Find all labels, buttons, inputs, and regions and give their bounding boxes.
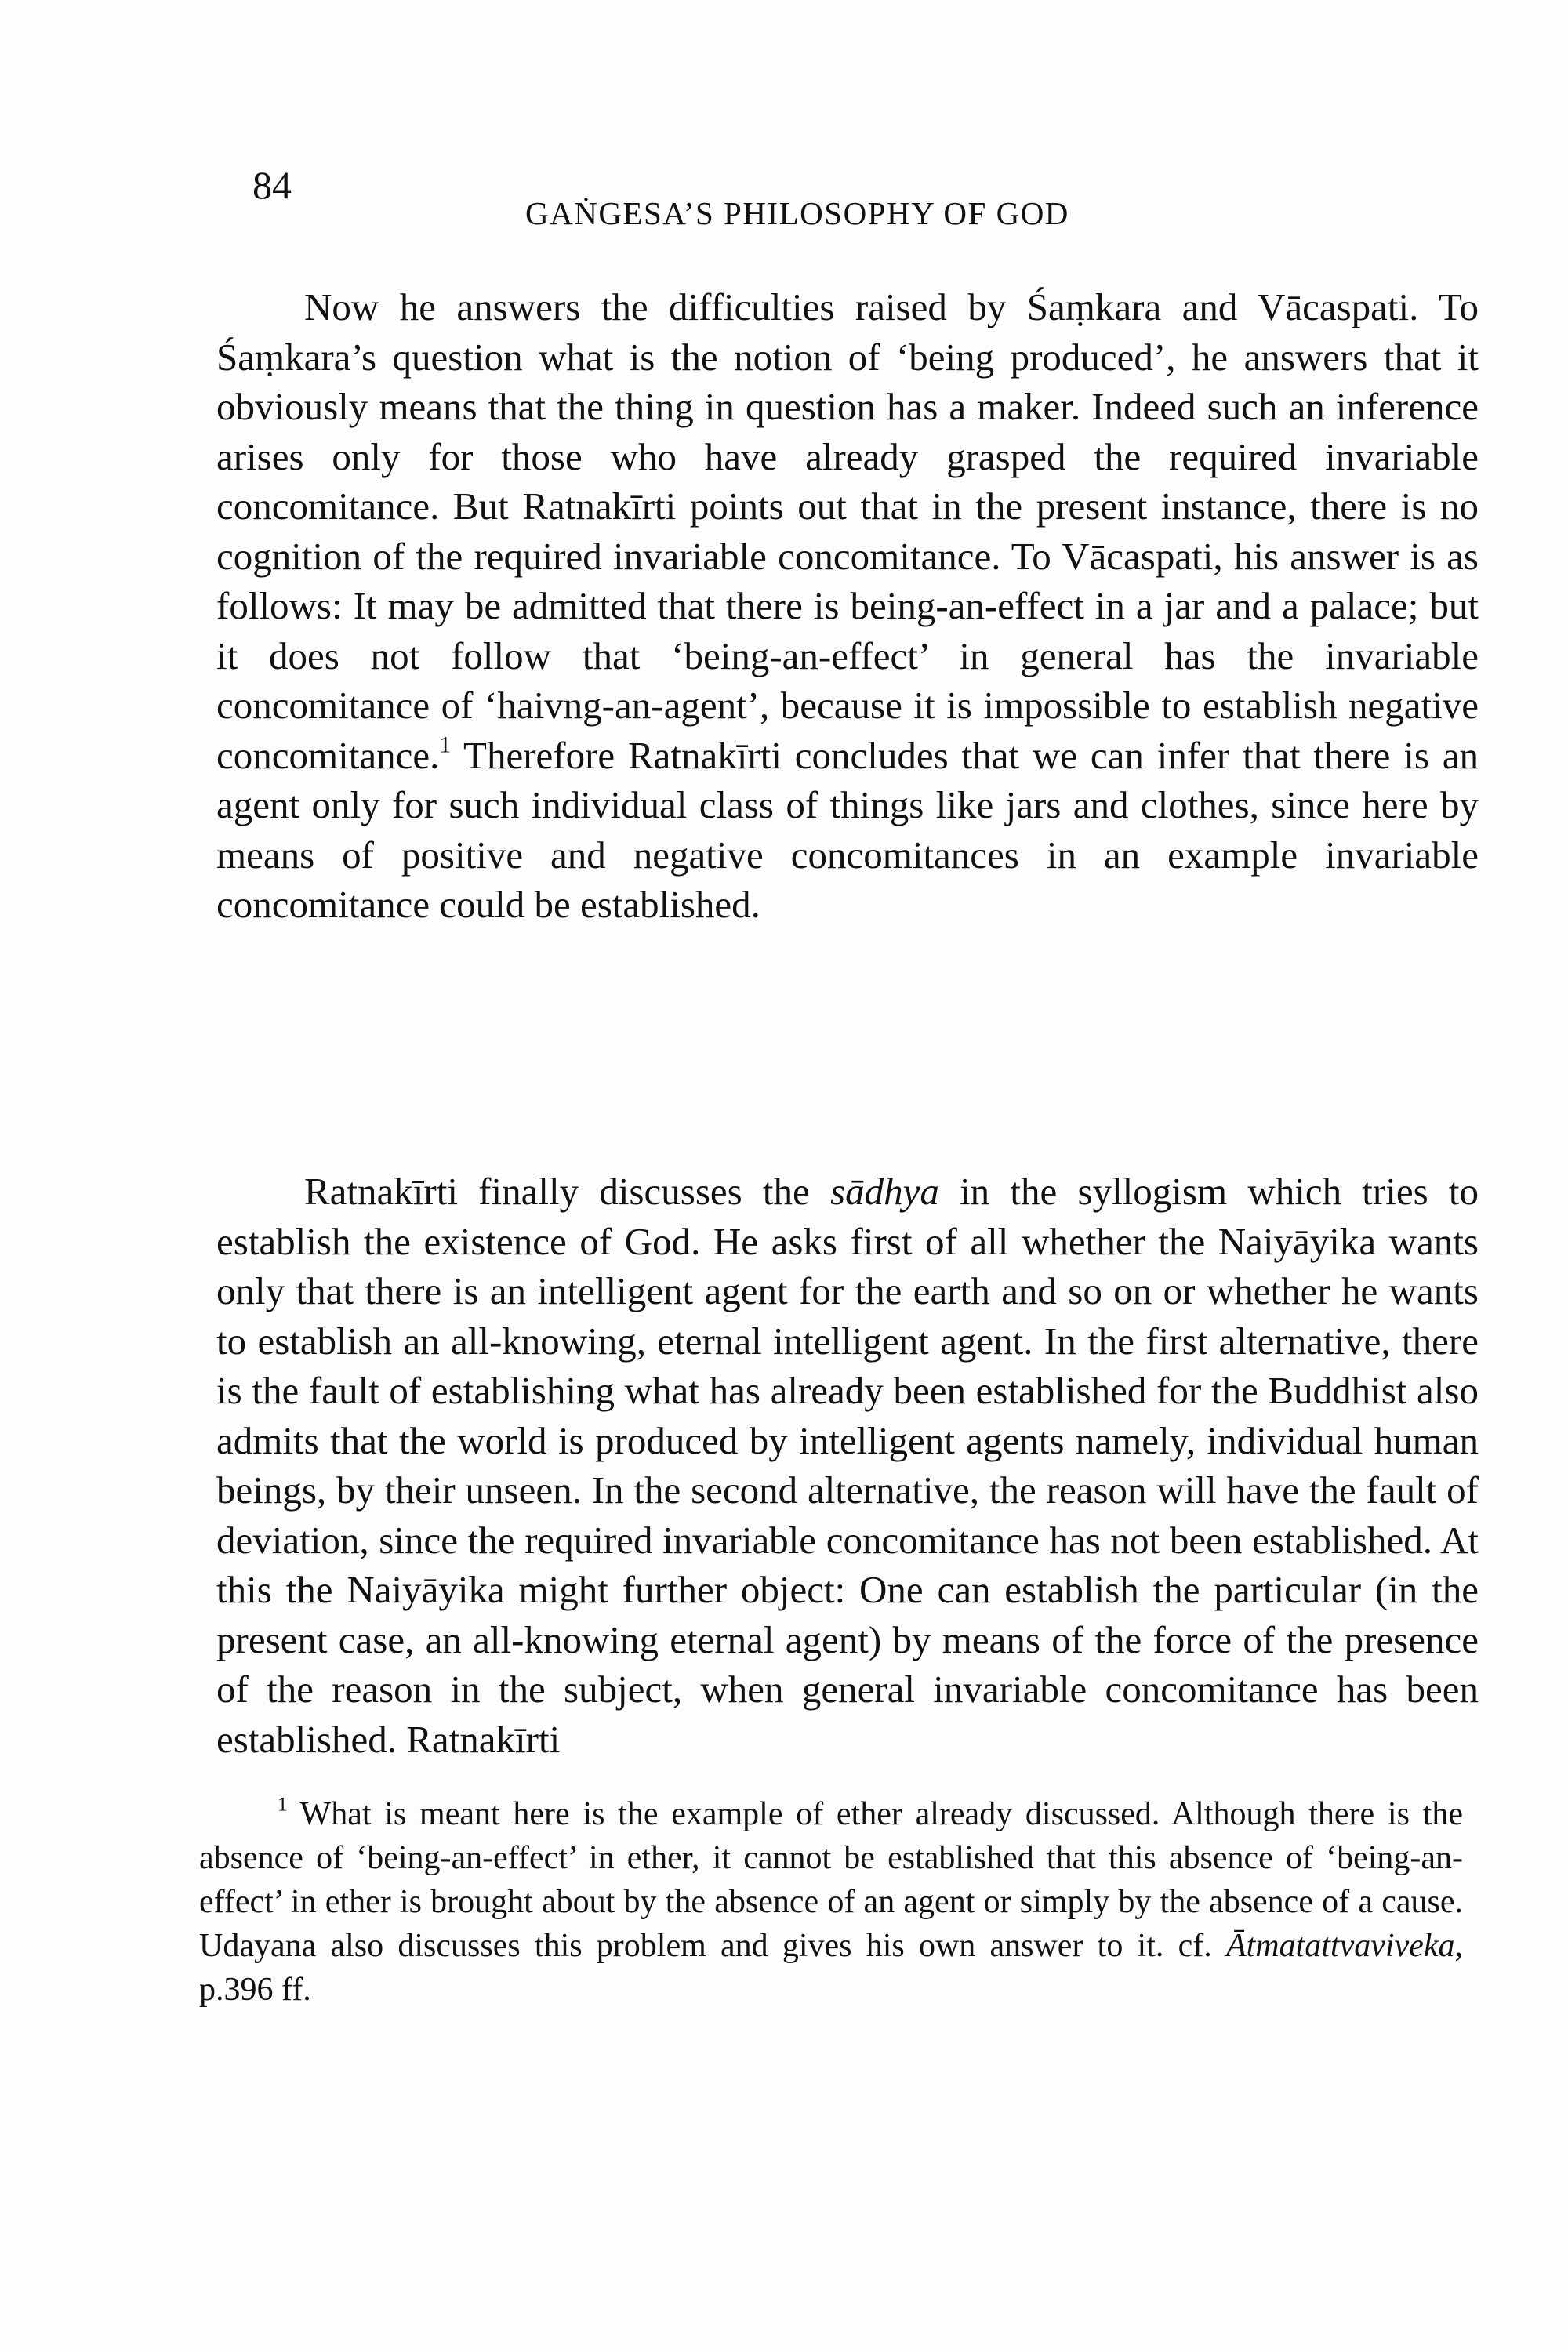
paragraph-text-part: Now he answers the difficulties raised by Śaṃkara and Vācaspati. To Śaṃkara’s question what is the notion of ‘being produced’, he answers that it obviously means that the thing in question has a maker. Indeed such an inference arises only for those who have already grasped the required invariable concomitance. But Ratnakīrti points out that in the present instance, there is no cognition of the required invariable concomitance. To Vācaspati, his answer is as follows: It may be admitted that there is being-an-effect in a jar and a palace; but it does not follow that ‘being-an-effect’ in general has the invariable concomitance of ‘haivng-an-agent’, because it is impossible to establish negative concomitance.: [216, 285, 1479, 777]
italic-term: sādhya: [830, 1170, 939, 1213]
paragraph-text-part: Therefore Ratnakīrti concludes that we can infer that there is an agent only for such individual class of things like jars and clothes, since here by means of positive and negative concomitances in an example invariable concomitance could be established.: [216, 733, 1479, 926]
page-number: 84: [252, 163, 292, 207]
paragraph-text: [216, 282, 1479, 930]
footnote-text: [199, 1792, 1463, 2012]
footnote-reference: 1: [439, 731, 452, 757]
running-title: GAṄGESA’S PHILOSOPHY OF GOD: [525, 195, 1069, 231]
paragraph-text: [216, 1167, 1479, 1764]
footnote-marker: 1: [278, 1794, 288, 1816]
footnote-pages: p.396 ff.: [199, 1972, 311, 2008]
footnote: [199, 1792, 1463, 2012]
paragraph-text-part: Ratnakīrti finally discusses the: [304, 1170, 831, 1213]
body-paragraph: [216, 1167, 1479, 1764]
footnote-work-title: Ātmatattvaviveka,: [1225, 1928, 1463, 1964]
footnote-body: What is meant here is the example of ether already discussed. Although there is the absence of ‘being-an-effect’ in ether, it cannot be established that this absence of ‘being-an-effect’ in ether is brought about by the absence of an agent or simply by the absence of a cause. Udayana also discusses this problem and gives his own answer to it. cf.: [199, 1796, 1463, 1964]
body-paragraph: [216, 282, 1479, 930]
paragraph-text-part: in the syllogism which tries to establish the existence of God. He asks first of all whether the Naiyāyika wants only that there is an intelligent agent for the earth and so on or whether he wants to establish an all-knowing, eternal intelligent agent. In the first alternative, there is the fault of establishing what has already been established for the Buddhist also admits that the world is produced by intelligent agents namely, individual human beings, by their unseen. In the second alternative, the reason will have the fault of deviation, since the required invariable concomitance has not been established. At this the Naiyāyika might further object: One can establish the particular (in the present case, an all-knowing eternal agent) by means of the force of the presence of the reason in the subject, when general invariable concomitance has been established. Ratnakīrti: [216, 1170, 1479, 1761]
